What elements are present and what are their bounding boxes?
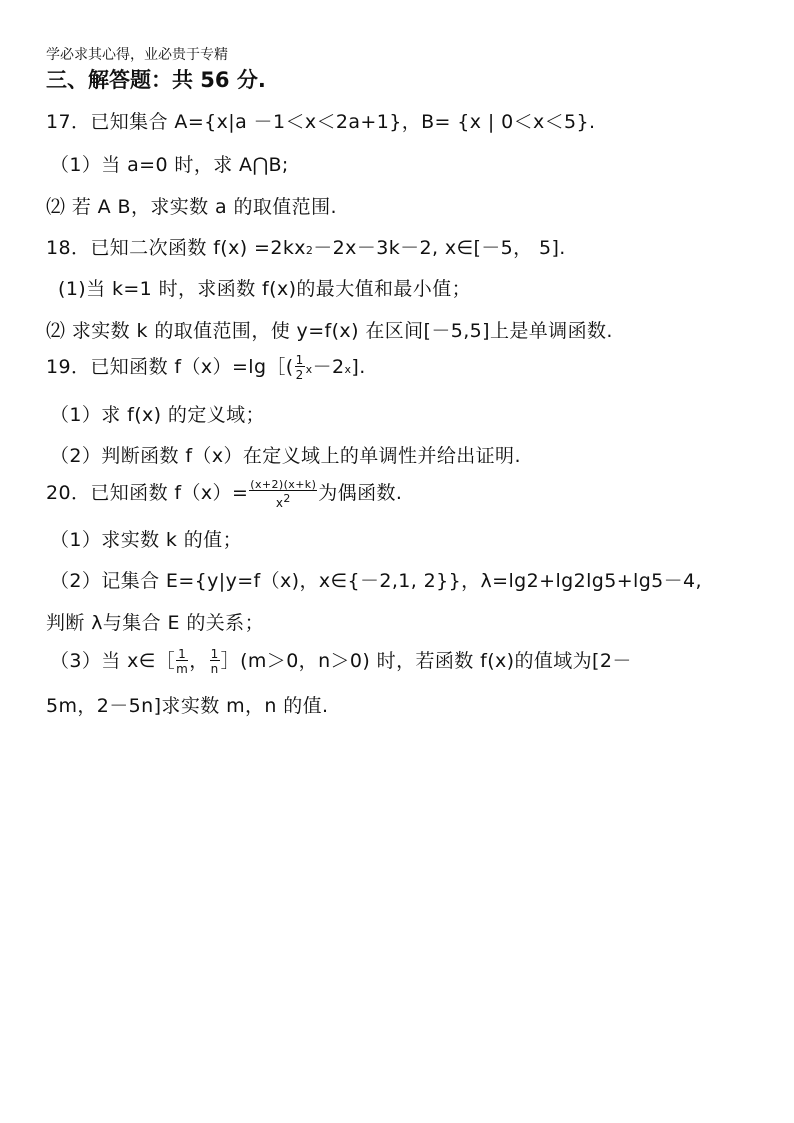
q20-frac-den	[249, 491, 317, 509]
q17-part1: （1）当 a=0 时，求 A⋂B;	[50, 154, 289, 176]
q20-stem-a: 20．已知函数 f（x）=	[46, 482, 249, 504]
q20-stem-b: 为偶函数.	[318, 482, 403, 504]
q20-part3	[50, 646, 632, 675]
page-header: 学必求其心得，业必贵于专精	[46, 47, 228, 63]
q19-fraction	[295, 354, 305, 381]
q19-stem-a: 19．已知函数 f（x）=lg［(	[46, 356, 294, 378]
q18-part2: ⑵ 求实数 k 的取值范围，使 y=f(x) 在区间[－5,5]上是单调函数.	[46, 320, 613, 342]
q20-part3-cont: 5m，2－5n]求实数 m，n 的值.	[46, 695, 329, 717]
section-title: 三、解答题：共 56 分.	[46, 68, 266, 92]
q20-frac-den-base: x	[275, 495, 284, 510]
q18-stem	[46, 233, 566, 260]
q20-fraction	[249, 479, 317, 509]
q19-frac-num: 1	[295, 353, 304, 367]
q19-exp: x	[305, 363, 313, 376]
q20-part1: （1）求实数 k 的值；	[50, 529, 242, 551]
q19-part2: （2）判断函数 f（x）在定义域上的单调性并给出证明.	[50, 445, 521, 467]
q20-p3-f1-num: 1	[176, 648, 188, 661]
q20-p3-f2-num: 1	[210, 647, 219, 661]
q18-part1: (1)当 k=1 时，求函数 f(x)的最大值和最小值；	[58, 278, 472, 300]
q20-frac-num: (x+2)(x+k)	[250, 477, 317, 491]
q19-stem	[46, 352, 366, 381]
q17-stem: 17．已知集合 A={x|a －1＜x＜2a+1}，B= {x | 0＜x＜5}.	[46, 111, 596, 133]
q19-stem-c: ].	[351, 356, 366, 378]
q20-p3-frac1	[176, 648, 188, 675]
q20-frac-den-sup: 2	[283, 491, 291, 505]
q19-exp2: x	[344, 363, 352, 376]
q20-p3-comma: ，	[189, 650, 209, 672]
q18-stem-sub: 2	[305, 244, 314, 257]
q20-part2-cont: 判断 λ与集合 E 的关系；	[46, 612, 264, 634]
q20-p3-f1-den: m	[176, 662, 189, 676]
q18-stem-a: 18．已知二次函数 f(x) =2kx	[46, 237, 306, 259]
q19-part1: （1）求 f(x) 的定义域；	[50, 404, 265, 426]
q20-p3-f2-den: n	[210, 662, 219, 676]
q17-part2: ⑵ 若 A B，求实数 a 的取值范围.	[46, 196, 337, 218]
q20-p3-frac2	[210, 648, 220, 675]
q20-p3-a: （3）当 x∈［	[50, 650, 176, 672]
q18-stem-b: －2x－3k－2, x∈[－5， 5].	[313, 237, 566, 259]
q19-frac-den: 2	[295, 368, 304, 382]
q19-stem-b: －2	[312, 356, 345, 378]
q20-p3-b: ］(m＞0，n＞0) 时，若函数 f(x)的值域为[2－	[220, 650, 632, 672]
q20-stem	[46, 478, 402, 509]
q20-part2: （2）记集合 E={y|y=f（x)，x∈{－2,1, 2}}，λ=lg2+lg2lg5+lg5－4,	[50, 570, 702, 592]
